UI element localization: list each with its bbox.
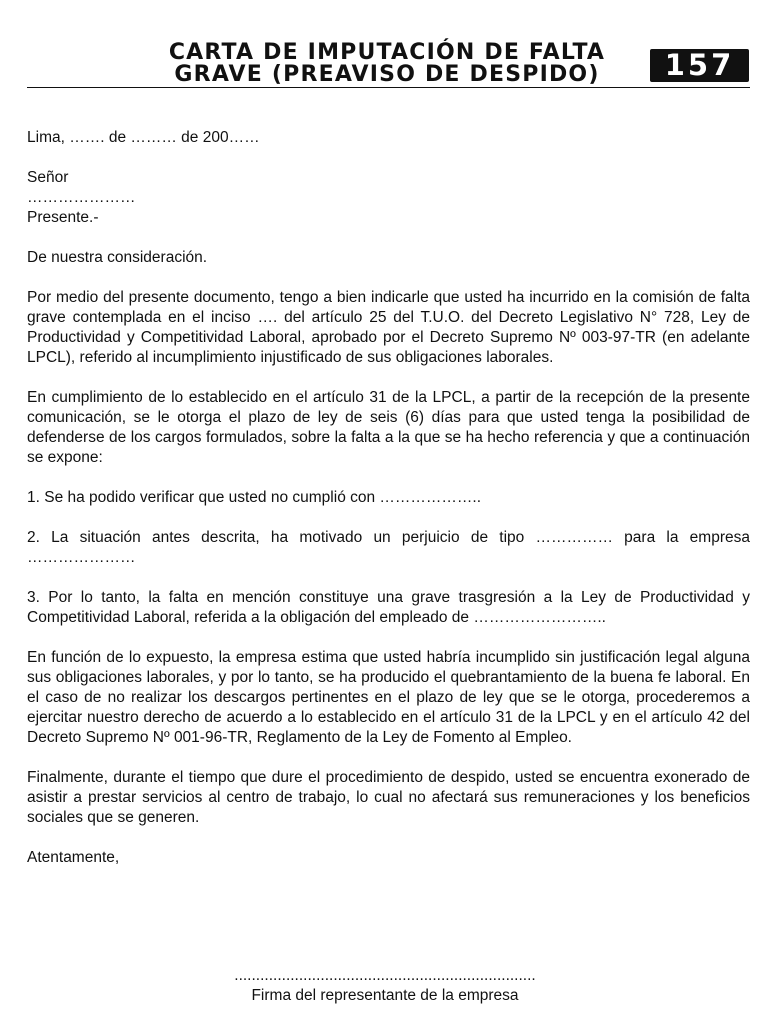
letter-greeting: De nuestra consideración. xyxy=(27,249,208,266)
item-2: 2. La situación antes descrita, ha motivado un perjuicio de tipo …………… para la empresa ………………… xyxy=(27,529,750,566)
signature-label: Firma del representante de la empresa xyxy=(251,987,519,1004)
signature-block xyxy=(195,966,575,1006)
item-1: 1. Se ha podido verificar que usted no cumplió con ……………….. xyxy=(27,489,482,506)
paragraph-4: Finalmente, durante el tiempo que dure el procedimiento de despido, usted se encuentra exonerado de asistir a prestar servicios al centro de trabajo, lo cual no afectará sus remuneraciones y los beneficios sociales que se generen. xyxy=(27,769,750,826)
paragraph-3: En función de lo expuesto, la empresa estima que usted habría incumplido sin justificación legal alguna sus obligaciones laborales, y por lo tanto, se ha producido el quebrantamiento de la buena fe laboral. En el caso de no realizar los descargos pertinentes en el plazo de ley que se le otorga, procederemos a ejercitar nuestro derecho de acuerdo a lo establecido en el artículo 31 de la LPCL y en el artículo 42 del Decreto Supremo Nº 001-96-TR, Reglamento de la Ley de Fomento al Empleo. xyxy=(27,649,750,746)
item-3: 3. Por lo tanto, la falta en mención constituye una grave trasgresión a la Ley de Productividad y Competitividad Laboral, referida a la obligación del empleado de …………………….. xyxy=(27,589,750,626)
form-number-badge: 157 xyxy=(650,49,749,82)
title-line-1: CARTA DE IMPUTACIÓN DE FALTA xyxy=(168,40,606,65)
document-title xyxy=(107,42,667,86)
document-header xyxy=(27,42,749,86)
paragraph-2: En cumplimiento de lo establecido en el artículo 31 de la LPCL, a partir de la recepción de la presente comunicación, se le otorga el plazo de ley de seis (6) días para que usted tenga la posibilidad de defenderse de los cargos formulados, sobre la falta a la que se ha hecho referencia y que a continuación se expone: xyxy=(27,389,750,466)
letter-presente: Presente.- xyxy=(27,209,99,226)
letter-salutation: Señor xyxy=(27,169,69,186)
letter-body xyxy=(27,128,750,868)
title-line-2: GRAVE (PREAVISO DE DESPIDO) xyxy=(174,62,600,87)
signature-line: ...................................................................... xyxy=(234,967,536,984)
letter-closing: Atentamente, xyxy=(27,849,120,866)
paragraph-1: Por medio del presente documento, tengo a bien indicarle que usted ha incurrido en la comisión de falta grave contemplada en el inciso …. del artículo 25 del T.U.O. del Decreto Legislativo N° 728, Ley de Productividad y Competitividad Laboral, aprobado por el Decreto Supremo Nº 003-97-TR (en adelante LPCL), referido al incumplimiento injustificado de sus obligaciones laborales. xyxy=(27,289,750,366)
letter-date: Lima, ……. de ……… de 200…… xyxy=(27,129,260,146)
letter-recipient: ………………… xyxy=(27,189,136,206)
header-divider xyxy=(27,87,750,88)
